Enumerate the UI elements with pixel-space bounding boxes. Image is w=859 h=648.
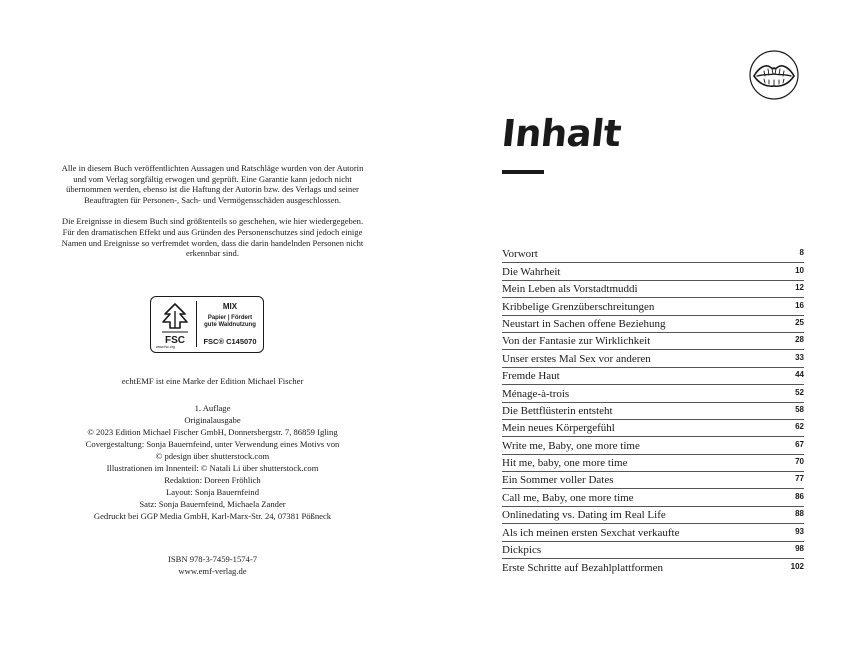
- credit-line: Illustrationen im Innenteil: © Natali Li über shutterstock.com: [106, 463, 319, 473]
- disclaimer-paragraph: Die Ereignisse in diesem Buch sind größtenteils so geschehen, wie hier wiedergegeben. Für den dramatischen Effekt und aus Gründen des Personenschutzes sind jedoch einige Namen und Ereignisse so verfremdet worden, dass die darin handelnden Personen nicht erkennbar sind.: [61, 216, 364, 259]
- toc-entry: [502, 368, 804, 385]
- toc-entry-title: Vorwort: [502, 248, 538, 261]
- toc-entry: [502, 316, 804, 333]
- toc-entry-title: Mein Leben als Vorstadtmuddi: [502, 283, 638, 296]
- toc-entry-title: Hit me, baby, one more time: [502, 457, 628, 470]
- toc-entry-title: Neustart in Sachen offene Beziehung: [502, 317, 666, 330]
- toc-entry: [502, 507, 804, 524]
- toc-entry: [502, 472, 804, 489]
- toc-entry-title: Mein neues Körpergefühl: [502, 422, 615, 435]
- credit-line: Satz: Sonja Bauernfeind, Michaela Zander: [139, 499, 286, 509]
- toc-entry-page-number: 28: [795, 335, 804, 345]
- contents-page: [430, 0, 859, 648]
- credit-line: Layout: Sonja Bauernfeind: [165, 487, 260, 497]
- toc-entry-page-number: 44: [795, 370, 804, 380]
- toc-entry: [502, 420, 804, 437]
- toc-entry-title: Ménage-à-trois: [502, 387, 570, 400]
- toc-entry: [502, 403, 804, 420]
- toc-entry: [502, 385, 804, 402]
- toc-entry-page-number: 33: [795, 352, 804, 362]
- toc-entry-page-number: 52: [795, 387, 804, 397]
- toc-entry-page-number: 102: [790, 562, 804, 572]
- toc-entry-title: Erste Schritte auf Bezahlplattformen: [502, 562, 663, 575]
- fsc-mix: MIX: [222, 302, 238, 311]
- toc-entry-title: Ein Sommer voller Dates: [502, 474, 614, 487]
- toc-entry-title: Unser erstes Mal Sex vor anderen: [502, 352, 651, 365]
- credits: [60, 402, 365, 522]
- fsc-tree-icon: [158, 301, 192, 349]
- toc-entry: [502, 333, 804, 350]
- fsc-paper-text: [197, 315, 263, 329]
- toc-entry-page-number: 77: [795, 474, 804, 484]
- toc-entry-page-number: 10: [795, 265, 804, 275]
- toc-entry-title: Write me, Baby, one more time: [502, 439, 640, 452]
- toc-entry: [502, 298, 804, 315]
- toc-entry: [502, 281, 804, 298]
- contents-title: Inhalt: [499, 112, 624, 155]
- toc-entry-page-number: 58: [795, 404, 804, 414]
- toc-entry: [502, 489, 804, 506]
- toc-entry: [502, 559, 804, 576]
- toc-entry-title: Dickpics: [502, 544, 542, 557]
- toc-entry-title: Von der Fantasie zur Wirklichkeit: [502, 335, 651, 348]
- credit-line: © 2023 Edition Michael Fischer GmbH, Donnersbergstr. 7, 86859 Igling: [87, 427, 338, 437]
- toc-entry-title: Die Wahrheit: [502, 265, 561, 278]
- toc-entry-page-number: 86: [795, 491, 804, 501]
- publisher-website: www.emf-verlag.de: [178, 566, 247, 576]
- toc-entry-title: Als ich meinen ersten Sexchat verkaufte: [502, 526, 680, 539]
- toc-entry-page-number: 16: [795, 300, 804, 310]
- brand-line: echtEMF ist eine Marke der Edition Michael Fischer: [121, 376, 304, 386]
- fsc-code: FSC® C145070: [203, 337, 257, 346]
- fsc-website: www.fsc.org: [156, 345, 175, 349]
- lips-icon: [746, 50, 802, 100]
- isbn: ISBN 978-3-7459-1574-7: [167, 554, 258, 564]
- credit-line: Originalausgabe: [184, 415, 241, 425]
- toc-entry-title: Kribbelige Grenzüberschreitungen: [502, 300, 655, 313]
- fsc-paper-line: Papier | Fördert: [207, 315, 253, 321]
- toc-entry: [502, 350, 804, 367]
- title-underline: [502, 170, 544, 174]
- toc-entry-page-number: 25: [795, 317, 804, 327]
- credit-line: Redaktion: Doreen Fröhlich: [164, 475, 261, 485]
- credit-line: Gedruckt bei GGP Media GmbH, Karl-Marx-Str. 24, 07381 Pößneck: [93, 511, 332, 521]
- toc-entry-page-number: 62: [795, 422, 804, 432]
- fsc-label: [150, 296, 264, 353]
- toc-entry: [502, 455, 804, 472]
- credit-line: © pdesign über shutterstock.com: [155, 451, 270, 461]
- disclaimer-paragraph: Alle in diesem Buch veröffentlichten Aussagen und Ratschläge wurden von der Autorin und vom Verlag sorgfältig erwogen und geprüft. Eine Garantie kann jedoch nicht übernommen werden, ebenso ist die Haftung der Autorin bzw. des Verlags und seiner Beauftragten für Personen-, Sach- und Vermögensschäden ausgeschlossen.: [61, 163, 364, 205]
- toc-entry: [502, 263, 804, 280]
- disclaimer: [60, 163, 365, 270]
- toc-entry-title: Onlinedating vs. Dating im Real Life: [502, 509, 666, 522]
- toc-entry: [502, 542, 804, 559]
- toc-entry-page-number: 12: [795, 283, 804, 293]
- isbn-block: [60, 553, 365, 577]
- toc-entry-title: Call me, Baby, one more time: [502, 491, 634, 504]
- toc-entry-page-number: 8: [799, 248, 804, 258]
- credit-line: 1. Auflage: [194, 403, 231, 413]
- fsc-logo-text: FSC: [165, 335, 185, 346]
- toc-entry: [502, 246, 804, 263]
- fsc-paper-line: gute Waldnutzung: [204, 322, 256, 328]
- toc-entry-page-number: 98: [795, 544, 804, 554]
- table-of-contents: [502, 246, 804, 576]
- toc-entry: [502, 524, 804, 541]
- toc-entry: [502, 437, 804, 454]
- toc-entry-title: Die Bettflüsterin entsteht: [502, 404, 613, 417]
- toc-entry-page-number: 93: [795, 526, 804, 536]
- credit-line: Covergestaltung: Sonja Bauernfeind, unter Verwendung eines Motivs von: [85, 439, 340, 449]
- toc-entry-page-number: 70: [795, 457, 804, 467]
- toc-entry-page-number: 67: [795, 439, 804, 449]
- toc-entry-title: Fremde Haut: [502, 370, 560, 383]
- toc-entry-page-number: 88: [795, 509, 804, 519]
